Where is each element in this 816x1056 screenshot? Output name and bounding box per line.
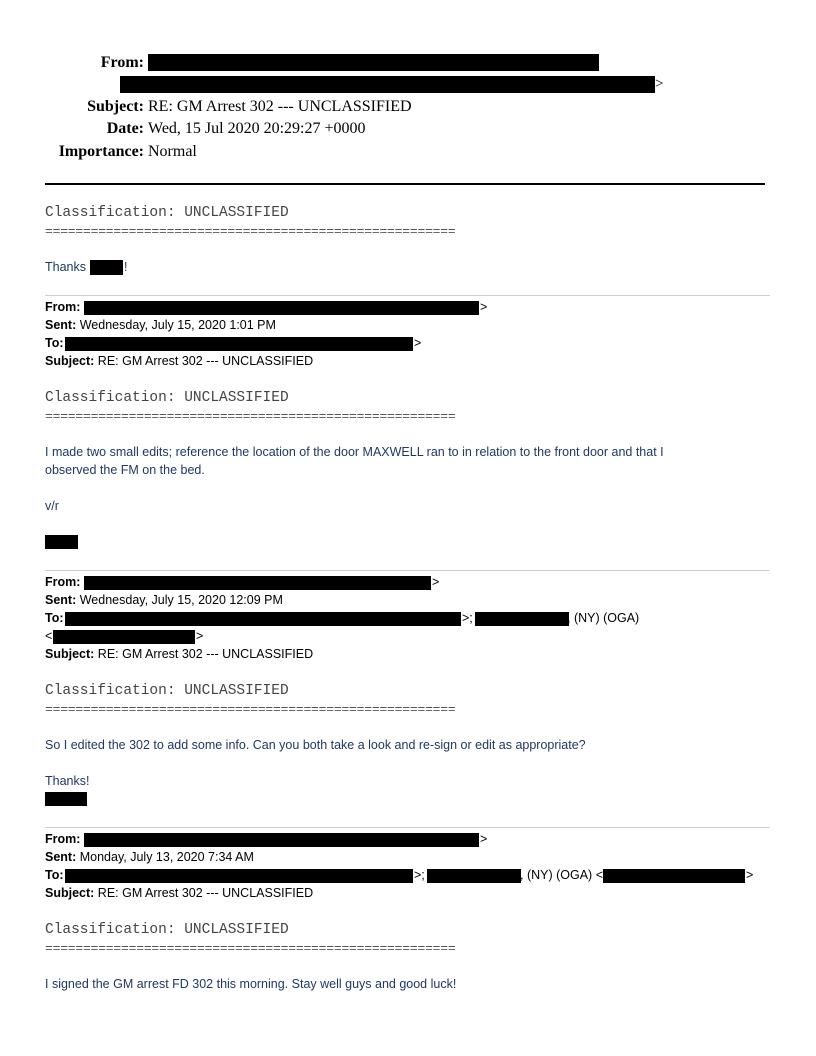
message2-subject-row <box>45 354 313 368</box>
message4-body: I signed the GM arrest FD 302 this morning. Stay well guys and good luck! <box>45 977 457 991</box>
message4-subject-label: Subject: <box>45 886 95 900</box>
message2-sent-label: Sent: <box>45 318 77 332</box>
message2-body-line1: I made two small edits; reference the location of the door MAXWELL ran to in relation to the front door and that I <box>45 445 664 459</box>
classification-banner: Classification: UNCLASSIFIED <box>45 390 289 406</box>
message2-signoff: v/r <box>45 499 59 513</box>
message4-from-row <box>45 832 80 846</box>
message3-body: So I edited the 302 to add some info. Can you both take a look and re-sign or edit as appropriate? <box>45 738 586 752</box>
classification-separator: ====================================================== <box>45 409 456 424</box>
redaction-block <box>120 76 655 93</box>
header-date-value: Wed, 15 Jul 2020 20:29:27 +0000 <box>148 120 366 137</box>
redaction-block <box>84 576 431 590</box>
message3-from-suffix: > <box>432 575 440 589</box>
redaction-block <box>90 260 123 275</box>
message2-subject-label: Subject: <box>45 354 95 368</box>
redaction-block <box>148 54 599 71</box>
redaction-block <box>84 301 479 315</box>
redaction-block <box>53 630 195 644</box>
classification-banner: Classification: UNCLASSIFIED <box>45 922 289 938</box>
message3-sent-row <box>45 593 283 607</box>
message3-to-org: , (NY) (OGA) <box>567 611 640 625</box>
message1-thanks: Thanks <box>45 260 86 274</box>
message2-body-line2: observed the FM on the bed. <box>45 463 205 477</box>
redaction-block <box>84 833 479 847</box>
header-from-label: From: <box>100 54 144 71</box>
message4-sent-label: Sent: <box>45 850 77 864</box>
message2-to-row <box>45 336 64 350</box>
message1-body <box>45 258 86 276</box>
header-importance-value: Normal <box>148 143 197 160</box>
message3-to-row <box>45 611 64 625</box>
message3-to-close: > <box>196 629 204 643</box>
message4-to-org: , (NY) (OGA) < <box>520 868 603 882</box>
message-divider <box>45 295 770 296</box>
message3-subject-value: RE: GM Arrest 302 --- UNCLASSIFIED <box>97 647 314 661</box>
message2-subject-value: RE: GM Arrest 302 --- UNCLASSIFIED <box>97 354 314 368</box>
message4-to-close: > <box>746 868 754 882</box>
message-divider <box>45 827 770 828</box>
message4-sent-row <box>45 850 254 864</box>
classification-banner: Classification: UNCLASSIFIED <box>45 205 289 221</box>
message2-from-label: From: <box>45 300 81 314</box>
message3-subject-row <box>45 647 313 661</box>
header-date-label: Date: <box>106 120 144 137</box>
message4-to-sep: >; <box>414 868 425 882</box>
redaction-block <box>603 869 745 883</box>
message2-to-label: To: <box>45 336 64 350</box>
message2-sent-row <box>45 318 276 332</box>
header-divider <box>45 183 765 185</box>
redaction-block <box>65 337 413 351</box>
message4-subject-value: RE: GM Arrest 302 --- UNCLASSIFIED <box>97 886 314 900</box>
redaction-block <box>45 792 87 806</box>
redaction-block <box>65 612 461 626</box>
header-importance-label: Importance: <box>58 143 144 160</box>
message4-to-row <box>45 868 64 882</box>
message3-subject-label: Subject: <box>45 647 95 661</box>
message4-to-label: To: <box>45 868 64 882</box>
redaction-block <box>45 535 78 549</box>
message2-sent-value: Wednesday, July 15, 2020 1:01 PM <box>79 318 276 332</box>
classification-banner: Classification: UNCLASSIFIED <box>45 683 289 699</box>
message3-thanks: Thanks! <box>45 774 90 788</box>
message2-to-suffix: > <box>414 336 422 350</box>
message2-from-row <box>45 300 80 314</box>
header-subject-value: RE: GM Arrest 302 --- UNCLASSIFIED <box>148 98 412 115</box>
classification-separator: ====================================================== <box>45 224 456 239</box>
message4-from-suffix: > <box>480 832 488 846</box>
message4-from-label: From: <box>45 832 81 846</box>
message3-to-open: < <box>45 629 53 643</box>
message1-exclaim: ! <box>124 260 128 274</box>
message3-to-sep: >; <box>462 611 473 625</box>
classification-separator: ====================================================== <box>45 941 456 956</box>
redaction-block <box>65 869 413 883</box>
message3-from-row <box>45 575 80 589</box>
message-divider <box>45 570 770 571</box>
header-subject-label: Subject: <box>87 98 144 115</box>
message2-from-suffix: > <box>480 300 488 314</box>
message3-to-label: To: <box>45 611 64 625</box>
redaction-block <box>427 869 521 883</box>
message3-from-label: From: <box>45 575 81 589</box>
message3-sent-value: Wednesday, July 15, 2020 12:09 PM <box>79 593 283 607</box>
redaction-block <box>475 612 569 626</box>
message3-sent-label: Sent: <box>45 593 77 607</box>
message4-sent-value: Monday, July 13, 2020 7:34 AM <box>79 850 254 864</box>
header-from-suffix: > <box>655 76 664 92</box>
message4-subject-row <box>45 886 313 900</box>
classification-separator: ====================================================== <box>45 702 456 717</box>
